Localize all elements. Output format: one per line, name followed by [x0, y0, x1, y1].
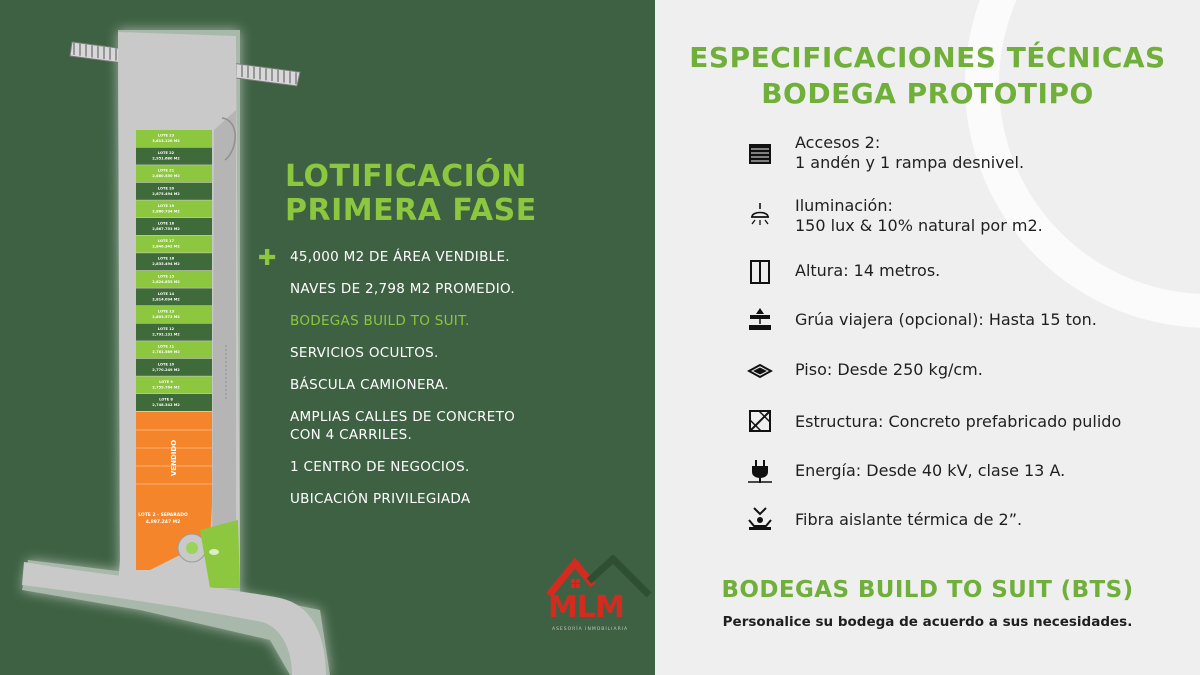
spec-crane — [655, 310, 1200, 350]
specs-panel — [655, 0, 1200, 675]
lot-name: LOTE 8 — [159, 397, 173, 402]
lot-name: LOTE 14 — [157, 291, 175, 296]
height-icon — [747, 259, 773, 285]
feature-list — [290, 248, 550, 522]
lot-area: 2,803.572 M2 — [152, 315, 180, 319]
lot-area: 2,781.589 M2 — [152, 350, 180, 355]
lot-name: LOTE 19 — [157, 203, 175, 208]
power-plug-icon — [747, 458, 773, 484]
lot2-area: 4,897.247 M2 — [145, 520, 181, 525]
bts-title: BODEGAS BUILD TO SUIT (BTS) — [721, 577, 1134, 603]
spec-lighting-line1: Iluminación: — [795, 196, 893, 215]
specs-title-line1: ESPECIFICACIONES TÉCNICAS — [689, 41, 1166, 74]
lot-area: 2,770.249 M2 — [152, 367, 180, 372]
lot-name: LOTE 23 — [157, 133, 175, 138]
lot-name: LOTE 22 — [157, 151, 175, 156]
lot-name: LOTE 17 — [157, 239, 175, 244]
specs-title-line2: BODEGA PROTOTIPO — [761, 77, 1094, 110]
logo-tagline: ASESORÍA INMOBILIARIA — [552, 627, 629, 632]
lot-area: 2,875.494 M2 — [152, 191, 180, 196]
floor-layers-icon — [747, 358, 773, 384]
lotification-title — [285, 160, 537, 228]
feature-item: SERVICIOS OCULTOS. — [290, 345, 439, 361]
spec-energy — [655, 461, 1200, 501]
feature-item: BODEGAS BUILD TO SUIT. — [290, 313, 470, 329]
feature-item: BÁSCULA CAMIONERA. — [290, 377, 449, 393]
lot-area: 2,880.550 M2 — [152, 174, 180, 179]
lot-name: LOTE 11 — [157, 344, 175, 349]
lot-area: 2,759.764 M2 — [152, 385, 180, 390]
lot-area: 3,613.120 M2 — [152, 139, 180, 143]
spec-lighting — [655, 196, 1200, 236]
structure-icon — [747, 408, 773, 434]
insulation-icon — [747, 506, 773, 532]
spec-floor — [655, 360, 1200, 400]
lot-name: LOTE 13 — [157, 309, 175, 314]
lot-area: 2,846.342 M2 — [152, 244, 180, 249]
lot-area: 2,867.753 M2 — [152, 227, 180, 231]
lotification-title-line1: LOTIFICACIÓN — [285, 159, 527, 194]
feature-item: 1 CENTRO DE NEGOCIOS. — [290, 459, 470, 475]
lot-area: 2,814.094 M2 — [152, 297, 180, 302]
internal-road — [212, 110, 236, 585]
spec-energy-text: Energía: Desde 40 kV, clase 13 A. — [795, 461, 1066, 480]
spec-height — [655, 261, 1200, 301]
spec-floor-text: Piso: Desde 250 kg/cm. — [795, 360, 983, 379]
lot-area: 2,792.131 M2 — [152, 332, 180, 337]
lot2-label: LOTE 2 - SEPARADO — [138, 513, 188, 518]
lot-name: LOTE 18 — [157, 221, 175, 226]
lot-name: LOTE 12 — [157, 327, 175, 332]
lot-name: LOTE 21 — [157, 168, 175, 173]
lot-area: 2,824.653 M2 — [152, 279, 180, 284]
crane-icon — [747, 306, 773, 332]
feature-item: 45,000 M2 DE ÁREA VENDIBLE. — [290, 249, 510, 265]
feature-item: AMPLIAS CALLES DE CONCRETO CON 4 CARRILES. — [290, 409, 516, 443]
specs-title — [655, 40, 1200, 112]
dock-door-icon — [747, 141, 773, 167]
lot-name: LOTE 15 — [157, 274, 175, 279]
sold-label: VENDIDO — [170, 439, 178, 477]
feature-item: NAVES DE 2,798 M2 PROMEDIO. — [290, 281, 515, 297]
spec-insulation-text: Fibra aislante térmica de 2”. — [795, 510, 1023, 529]
spec-structure — [655, 412, 1200, 452]
logo-text: MLM — [548, 590, 624, 625]
lot-area: 2,835.494 M2 — [152, 262, 180, 267]
lot-area: 2,951.680 M2 — [152, 156, 180, 161]
spec-crane-text: Grúa viajera (opcional): Hasta 15 ton. — [795, 310, 1097, 329]
lot-name: LOTE 10 — [157, 362, 175, 367]
lotification-title-line2: PRIMERA FASE — [285, 193, 537, 228]
spec-access-line1: Accesos 2: — [795, 133, 881, 152]
lot-name: LOTE 9 — [159, 379, 173, 384]
plus-icon: ✚ — [258, 246, 277, 271]
lot-area: 2,748.342 M2 — [152, 403, 180, 407]
lamp-icon — [747, 202, 773, 228]
lot-area: 2,860.734 M2 — [152, 209, 180, 214]
bts-subtitle: Personalice su bodega de acuerdo a sus necesidades. — [722, 614, 1133, 630]
spec-height-text: Altura: 14 metros. — [795, 261, 941, 280]
spec-access — [655, 133, 1200, 173]
lot-name: LOTE 16 — [157, 256, 175, 261]
spec-insulation — [655, 510, 1200, 550]
spec-lighting-line2: 150 lux & 10% natural por m2. — [795, 216, 1043, 235]
spec-access-line2: 1 andén y 1 rampa desnivel. — [795, 153, 1025, 172]
spec-structure-text: Estructura: Concreto prefabricado pulido — [795, 412, 1122, 431]
lot-name: LOTE 20 — [157, 186, 175, 191]
feature-item: UBICACIÓN PRIVILEGIADA — [290, 491, 471, 507]
